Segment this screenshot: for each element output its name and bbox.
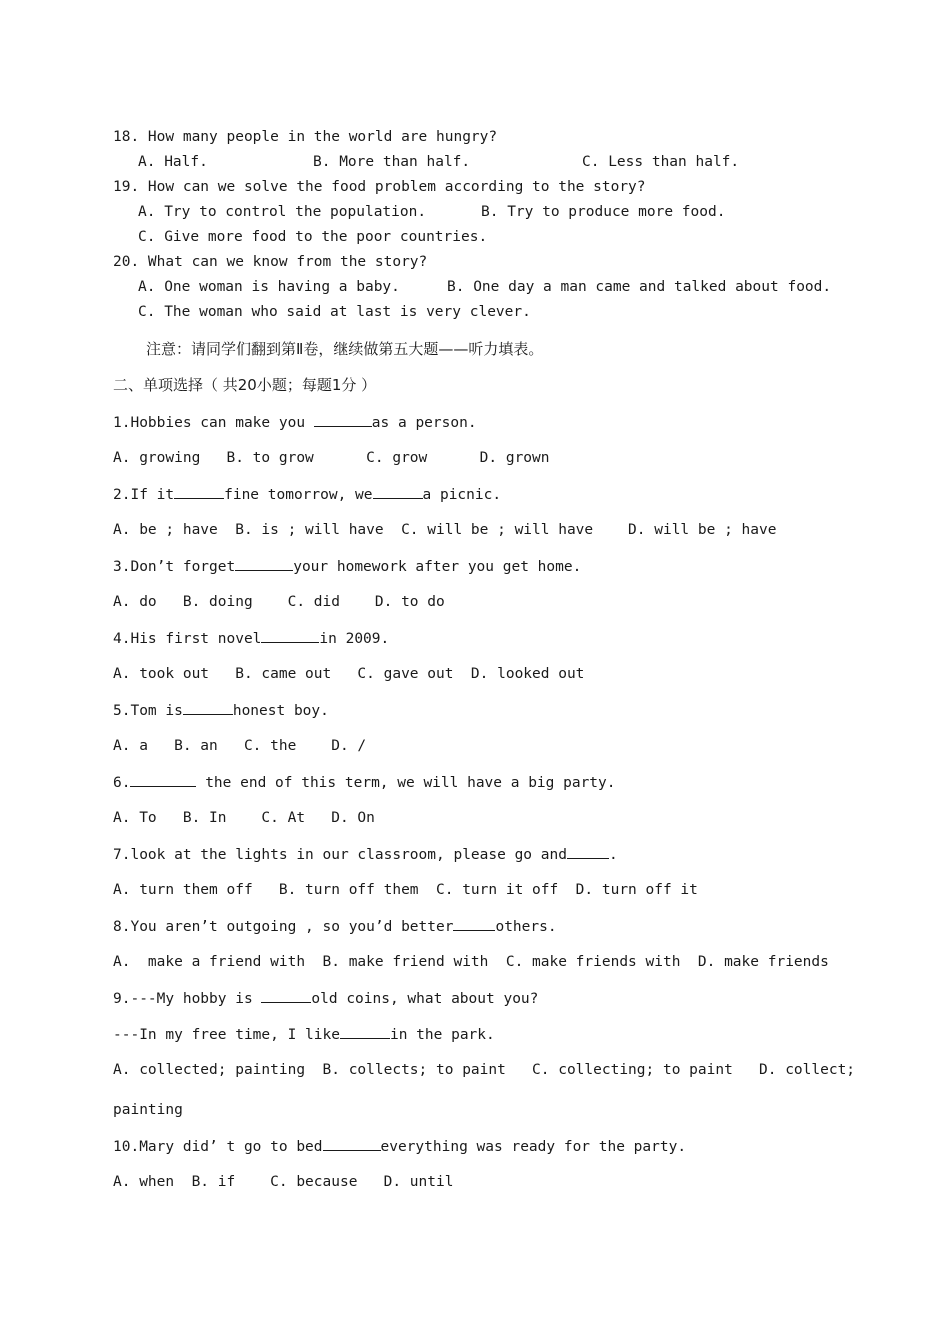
question-text: old coins, what about you? [311, 991, 539, 1007]
mc-options-2: A. be ; have B. is ; will have C. will be ; will have D. will be ; have [113, 522, 777, 538]
option-19b: B. Try to produce more food. [481, 204, 726, 220]
option-18b: B. More than half. [313, 154, 471, 170]
answer-blank [567, 844, 609, 859]
mc-options-8: A. make a friend with B. make friend with C. make friends with D. make friends [113, 954, 829, 970]
answer-blank [373, 484, 423, 499]
question-text: 6. [113, 775, 131, 791]
mc-question-6 [113, 772, 616, 793]
question-text: your homework after you get home. [293, 559, 582, 575]
mc-question-9-line2 [113, 1024, 495, 1045]
mc-question-4 [113, 628, 389, 649]
question-text: ---In my free time, I like [113, 1027, 340, 1043]
question-text: 4.His first novel [113, 631, 262, 647]
question-text: a picnic. [422, 487, 502, 503]
question-text: in the park. [389, 1027, 495, 1043]
answer-blank [174, 484, 224, 499]
mc-options-6: A. To B. In C. At D. On [113, 810, 375, 826]
mc-question-8 [113, 916, 557, 937]
question-text: 9.---My hobby is [113, 991, 262, 1007]
mc-question-10 [113, 1136, 686, 1157]
section-title: 二、单项选择（ 共20小题；每题1分 ） [113, 376, 377, 394]
mc-options-10: A. when B. if C. because D. until [113, 1174, 454, 1190]
question-text: in 2009. [319, 631, 390, 647]
answer-blank [183, 700, 233, 715]
mc-options-7: A. turn them off B. turn off them C. turn it off D. turn off it [113, 882, 698, 898]
notice-text: 注意：请同学们翻到第Ⅱ卷，继续做第五大题——听力填表。 [146, 340, 544, 358]
option-20a: A. One woman is having a baby. [138, 279, 400, 295]
mc-question-3 [113, 556, 581, 577]
option-19a: A. Try to control the population. [138, 204, 427, 220]
answer-blank [453, 916, 495, 931]
question-18: 18. How many people in the world are hungry? [113, 129, 498, 145]
option-18a: A. Half. [138, 154, 208, 170]
question-text: 8.You aren’t outgoing , so you’d better [113, 919, 454, 935]
answer-blank [235, 556, 293, 571]
option-20b: B. One day a man came and talked about food. [447, 279, 832, 295]
mc-question-5 [113, 700, 329, 721]
answer-blank [340, 1024, 390, 1039]
question-text: as a person. [371, 415, 477, 431]
question-text: honest boy. [232, 703, 329, 719]
mc-question-1 [113, 412, 477, 433]
question-text: 2.If it [113, 487, 175, 503]
question-text: the end of this term, we will have a big party. [196, 775, 616, 791]
mc-question-9 [113, 988, 538, 1009]
answer-blank [323, 1136, 381, 1151]
mc-options-9: A. collected; painting B. collects; to paint C. collecting; to paint D. collect; [113, 1062, 856, 1078]
answer-blank [261, 628, 319, 643]
mc-options-1: A. growing B. to grow C. grow D. grown [113, 450, 550, 466]
mc-options-3: A. do B. doing C. did D. to do [113, 594, 445, 610]
question-text: fine tomorrow, we [224, 487, 373, 503]
answer-blank [261, 988, 311, 1003]
question-text: . [608, 847, 618, 863]
option-19c: C. Give more food to the poor countries. [138, 229, 488, 245]
question-19: 19. How can we solve the food problem according to the story? [113, 179, 646, 195]
option-20c: C. The woman who said at last is very clever. [138, 304, 531, 320]
answer-blank [314, 412, 372, 427]
answer-blank [130, 772, 196, 787]
mc-options-9-cont: painting [113, 1102, 183, 1118]
question-text: everything was ready for the party. [380, 1139, 687, 1155]
mc-options-5: A. a B. an C. the D. / [113, 738, 367, 754]
question-text: 7.look at the lights in our classroom, please go and [113, 847, 567, 863]
question-text: 5.Tom is [113, 703, 183, 719]
option-18c: C. Less than half. [582, 154, 740, 170]
question-text: 1.Hobbies can make you [113, 415, 314, 431]
mc-options-4: A. took out B. came out C. gave out D. looked out [113, 666, 585, 682]
question-20: 20. What can we know from the story? [113, 254, 428, 270]
question-text: 3.Don’t forget [113, 559, 236, 575]
mc-question-2 [113, 484, 501, 505]
question-text: 10.Mary did’ t go to bed [113, 1139, 323, 1155]
mc-question-7 [113, 844, 618, 865]
question-text: others. [495, 919, 557, 935]
